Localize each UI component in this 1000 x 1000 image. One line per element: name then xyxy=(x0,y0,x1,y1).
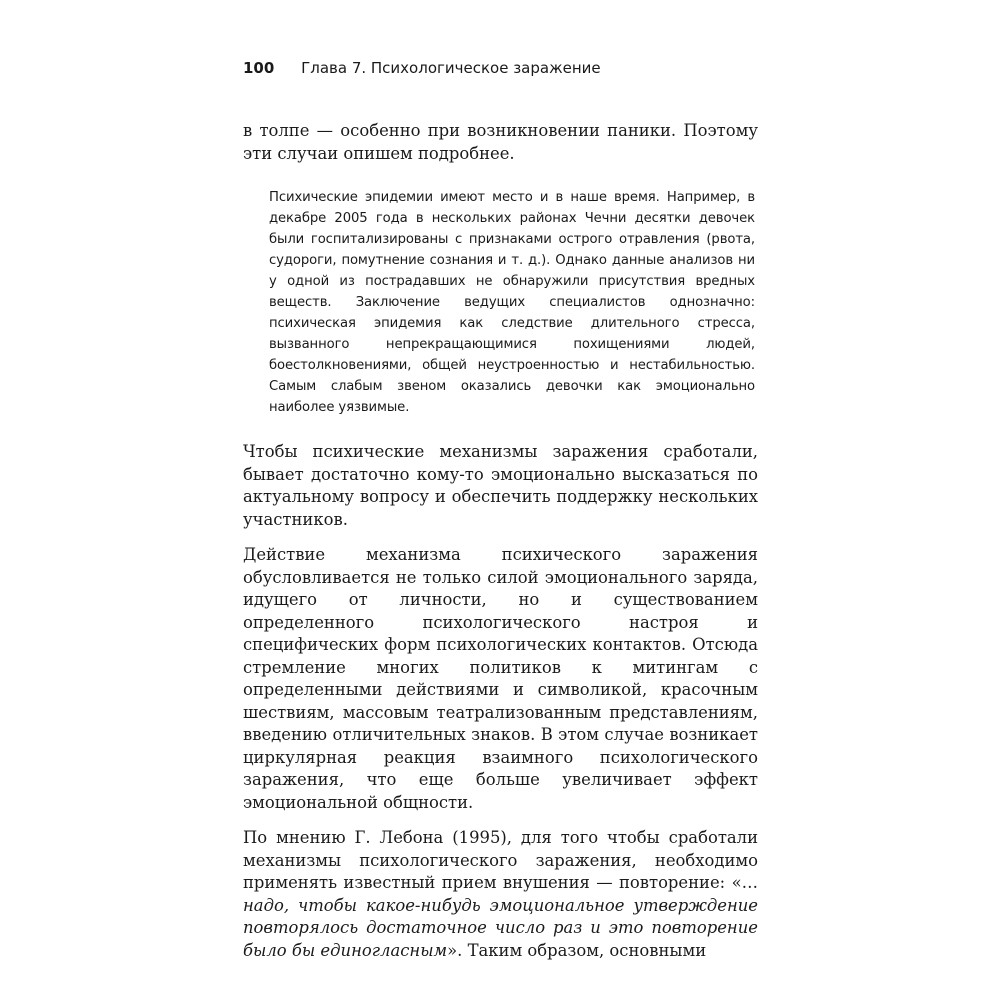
opening-paragraph-fragment: в толпе — особенно при возникновении паники. Поэтому эти случаи опишем подробнее. xyxy=(243,121,758,163)
inset-note: Психические эпидемии имеют место и в наше время. Например, в декабре 2005 года в нескольких районах Чечни десятки девочек были госпитализированы с признаками острого отравления (рвота, судороги, помутнение сознания и т. д.). Однако данные анализов ни у одной из пострадавших не обнаружили присутствия вредных веществ. Заключение ведущих специалистов однозначно: психическая эпидемия как следствие длительного стресса, вызванного непрекращающимися похищениями людей, боестолкновениями, общей неустроенностью и нестабильностью. Самым слабым звеном оказались девочки как эмоционально наиболее уязвимые. xyxy=(269,190,755,415)
page-number: 100 xyxy=(243,59,275,77)
book-page xyxy=(243,58,758,962)
paragraph-2: Действие механизма психического заражения обусловливается не только силой эмоционального заряда, идущего от личности, но и существованием определенного психологического настроя и специфических форм психологических контактов. Отсюда стремление многих политиков к митингам с определенными действиями и символикой, красочным шествиям, массовым театрализованным представлениям, введению отличительных знаков. В этом случае возникает циркулярная реакция взаимного психологического заражения, что еще больше увеличивает эффект эмоциональной общности. xyxy=(243,545,758,812)
paragraph-3-start: По мнению Г. Лебона (1995), для того чтобы сработали механизмы психологического заражения, необходимо применять известный прием внушения — повторение: «… xyxy=(243,828,758,892)
chapter-title: Глава 7. Психологическое заражение xyxy=(301,59,601,77)
lebon-quote: надо, чтобы какое-нибудь эмоциональное утверждение повторялось достаточное число раз и это повторение было бы единогласным xyxy=(243,895,758,960)
paragraph-1: Чтобы психические механизмы заражения сработали, бывает достаточно кому-то эмоционально высказаться по актуальному вопросу и обеспечить поддержку нескольких участников. xyxy=(243,442,758,529)
paragraph-3 xyxy=(243,827,758,962)
paragraph-3-end: ». Таким образом, основными xyxy=(447,940,707,960)
running-header xyxy=(243,58,758,78)
